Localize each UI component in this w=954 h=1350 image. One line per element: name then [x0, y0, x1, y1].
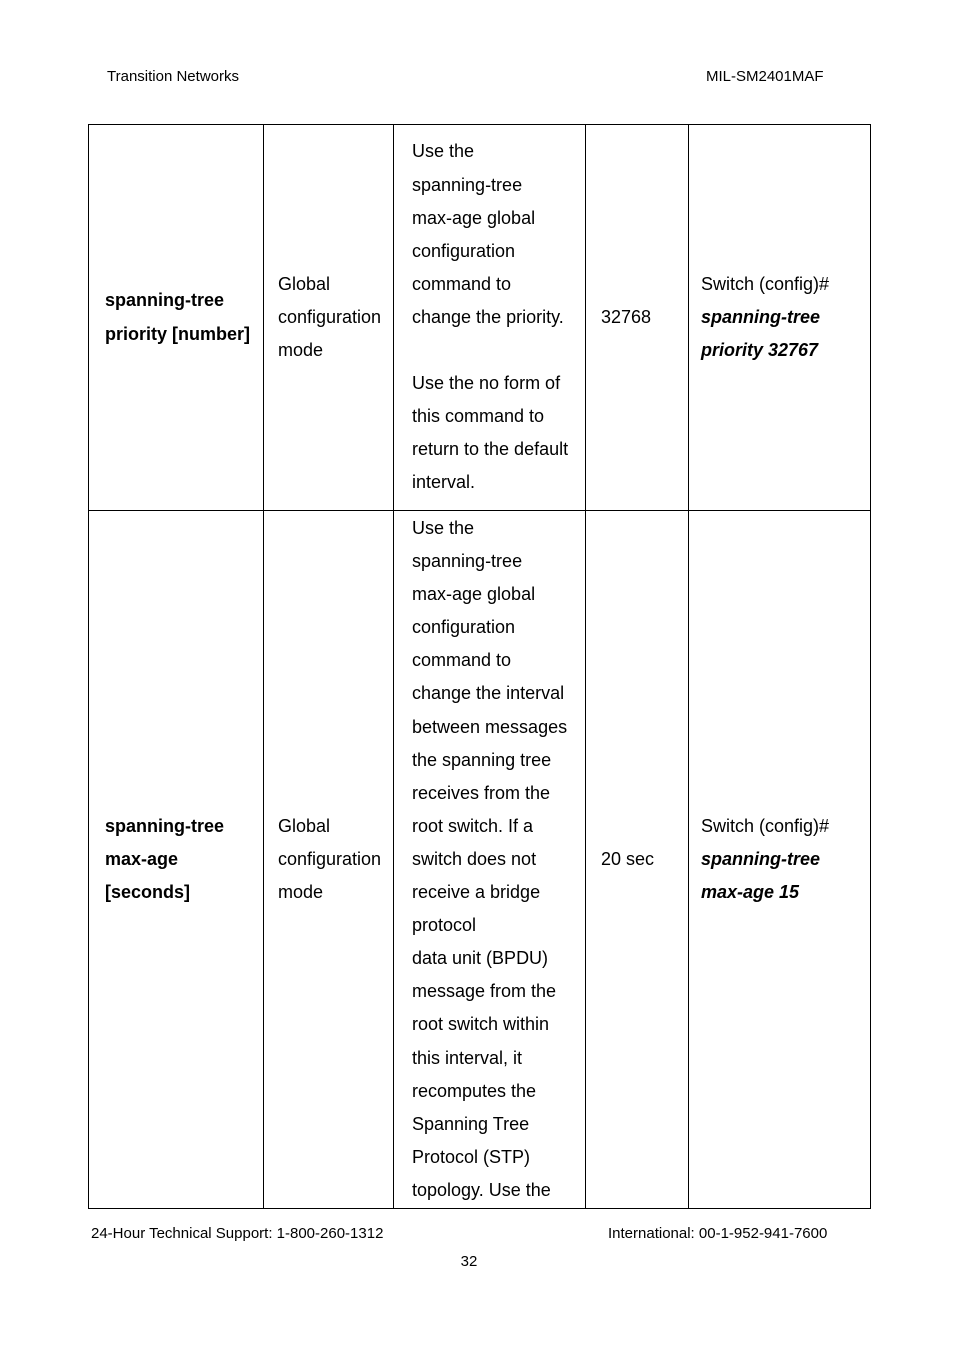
table-row: [89, 511, 871, 1209]
mode-cell: Global configuration mode: [264, 511, 394, 1209]
footer-international: International: 00-1-952-941-7600: [608, 1225, 828, 1242]
command-cell: spanning-tree priority [number]: [89, 125, 264, 511]
table-row: [89, 125, 871, 511]
example-cell: Switch (config)# spanning-tree max-age 15: [689, 511, 871, 1209]
header-model: MIL-SM2401MAF: [706, 68, 824, 85]
default-cell: 32768: [586, 125, 689, 511]
example-cell: Switch (config)# spanning-tree priority 32767: [689, 125, 871, 511]
default-cell: 20 sec: [586, 511, 689, 1209]
mode-cell: Global configuration mode: [264, 125, 394, 511]
command-table: [88, 124, 871, 1209]
page-number: 32: [460, 1253, 478, 1270]
header-company: Transition Networks: [107, 68, 239, 85]
command-cell: spanning-tree max-age [seconds]: [89, 511, 264, 1209]
footer-support: 24-Hour Technical Support: 1-800-260-1312: [91, 1225, 384, 1242]
description-cell: Use the spanning-tree max-age global configuration command to change the interval between messages the spanning tree receives from the root switch. If a switch does not receive a bridge protocol data unit (BPDU) message from the root switch within this interval, it recomputes the Spanning Tree Protocol (STP) topology. Use the: [394, 511, 586, 1209]
description-cell: Use the spanning-tree max-age global configuration command to change the priority. Use the no form of this command to return to the default interval.: [394, 125, 586, 511]
